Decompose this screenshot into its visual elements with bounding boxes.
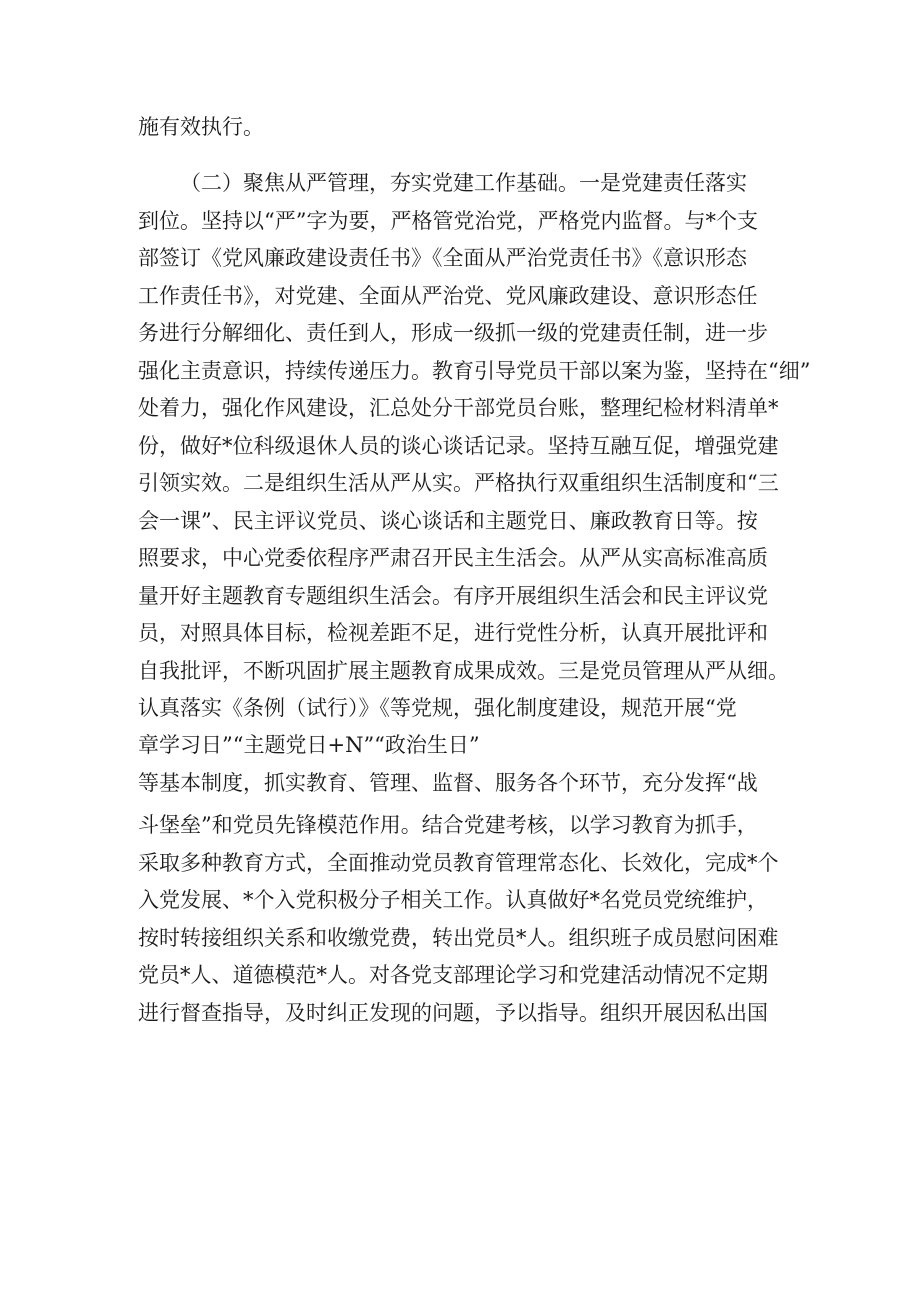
body-text-line: 强化主责意识，持续传递压力。教育引导党员干部以案为鉴，坚持在“细” [138,359,811,383]
body-text-line: 党员*人、道德模范*人。对各党支部理论学习和党建活动情况不定期 [138,963,768,987]
body-text-line: 引领实效。二是组织生活从严从实。严格执行双重组织生活制度和“三 [138,471,779,495]
body-text-line: 工作责任书》，对党建、全面从严治党、党风廉政建设、意识形态任 [138,284,758,308]
body-text-line: 份，做好*位科级退休人员的谈心谈话记录。坚持互融互促，增强党建 [138,434,779,458]
section-heading-line: （二）聚焦从严管理，夯实党建工作基础。一是党建责任落实 [180,171,747,195]
body-text-line: 章学习日”“主题党日+N”“政治生日” [138,733,480,757]
body-text-line: 按时转接组织关系和收缴党费，转出党员*人。组织班子成员慰问困难 [138,926,779,950]
body-text-line: 部签订《党风廉政建设责任书》《全面从严治党责任书》《意识形态 [138,246,747,270]
body-text-line: 等基本制度，抓实教育、管理、监督、服务各个环节，充分发挥“战 [138,771,758,795]
body-text-line: 采取多种教育方式，全面推动党员教育管理常态化、长效化，完成*个 [138,851,779,875]
body-text-line: 会一课”、民主评议党员、谈心谈话和主题党日、廉政教育日等。按 [138,509,758,533]
body-text-line: 斗堡垒”和党员先锋模范作用。结合党建考核，以学习教育为抓手， [138,813,758,837]
body-text-line: 施有效执行。 [138,115,264,139]
body-text-line: 入党发展、*个入党积极分子相关工作。认真做好*名党员党统维护， [138,888,768,912]
body-text-line: 认真落实《条例（试行）》《等党规，强化制度建设，规范开展“党 [138,696,737,720]
body-text-line: 到位。坚持以“严”字为要，严格管党治党，严格党内监督。与*个支 [138,209,758,233]
body-text-line: 进行督查指导，及时纠正发现的问题，予以指导。组织开展因私出国 [138,1001,768,1025]
body-text-line: 量开好主题教育专题组织生活会。有序开展组织生活会和民主评议党 [138,584,768,608]
body-text-line: 员，对照具体目标，检视差距不足，进行党性分析，认真开展批评和 [138,621,768,645]
body-text-line: 处着力，强化作风建设，汇总处分干部党员台账，整理纪检材料清单* [138,396,779,420]
body-text-line: 务进行分解细化、责任到人，形成一级抓一级的党建责任制，进一步 [138,321,768,345]
body-text-line: 照要求，中心党委依程序严肃召开民主生活会。从严从实高标准高质 [138,546,768,570]
body-text-line: 自我批评，不断巩固扩展主题教育成果成效。三是党员管理从严从细。 [138,659,789,683]
